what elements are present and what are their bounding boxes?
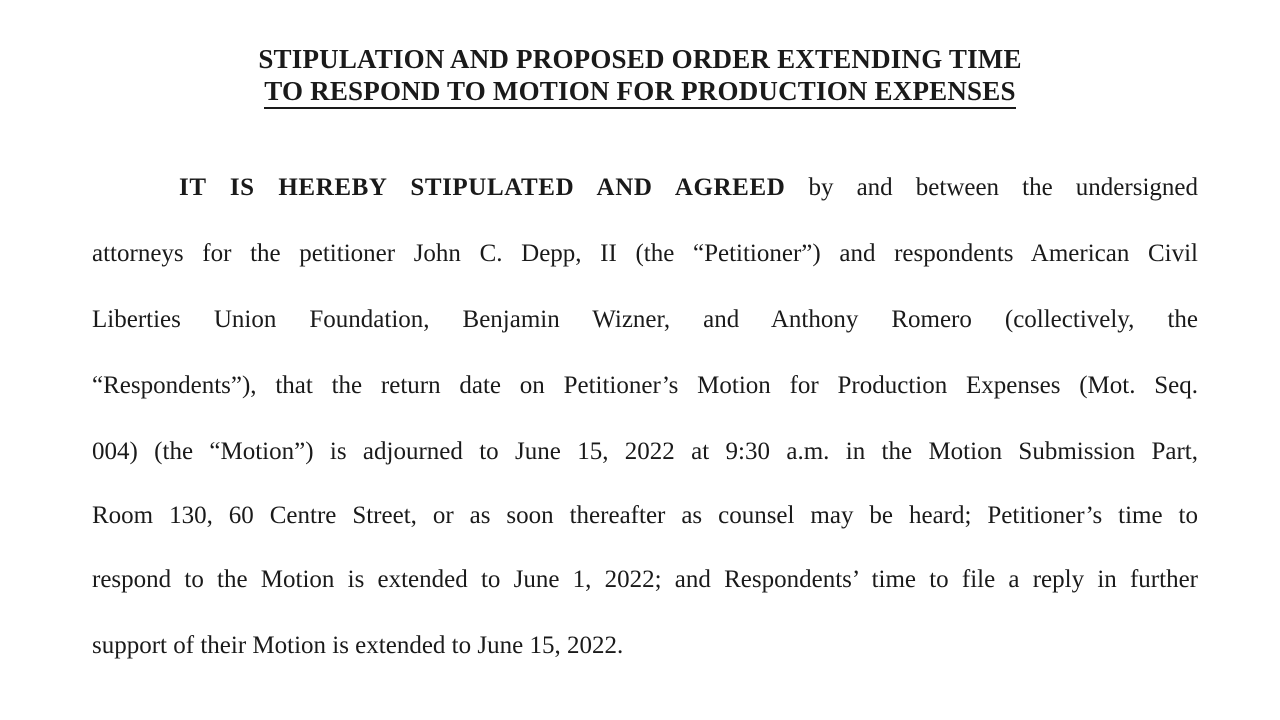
body-line-2: attorneys for the petitioner John C. Depp, II (the “Petitioner”) and respondents American Civil	[92, 240, 1198, 267]
body-line-6: Room 130, 60 Centre Street, or as soon thereafter as counsel may be heard; Petitioner’s time to	[92, 502, 1198, 529]
body-line-4: “Respondents”), that the return date on Petitioner’s Motion for Production Expenses (Mot. Seq.	[92, 372, 1198, 399]
document-title-line-1: STIPULATION AND PROPOSED ORDER EXTENDING TIME	[258, 44, 1022, 74]
document-title-line-2-text: TO RESPOND TO MOTION FOR PRODUCTION EXPENSES	[264, 76, 1015, 109]
body-line-1	[179, 172, 1198, 204]
body-lead-bold: IT IS HEREBY STIPULATED AND AGREED	[179, 174, 786, 201]
body-line-8: support of their Motion is extended to June 15, 2022.	[92, 632, 624, 659]
body-line-5: 004) (the “Motion”) is adjourned to June 15, 2022 at 9:30 a.m. in the Motion Submission Part,	[92, 438, 1198, 465]
document-title-line-2	[0, 75, 1280, 107]
body-line-7: respond to the Motion is extended to June 1, 2022; and Respondents’ time to file a reply in further	[92, 566, 1198, 593]
body-line-1-text: by and between the undersigned	[785, 174, 1198, 201]
body-line-3: Liberties Union Foundation, Benjamin Wizner, and Anthony Romero (collectively, the	[92, 306, 1198, 333]
